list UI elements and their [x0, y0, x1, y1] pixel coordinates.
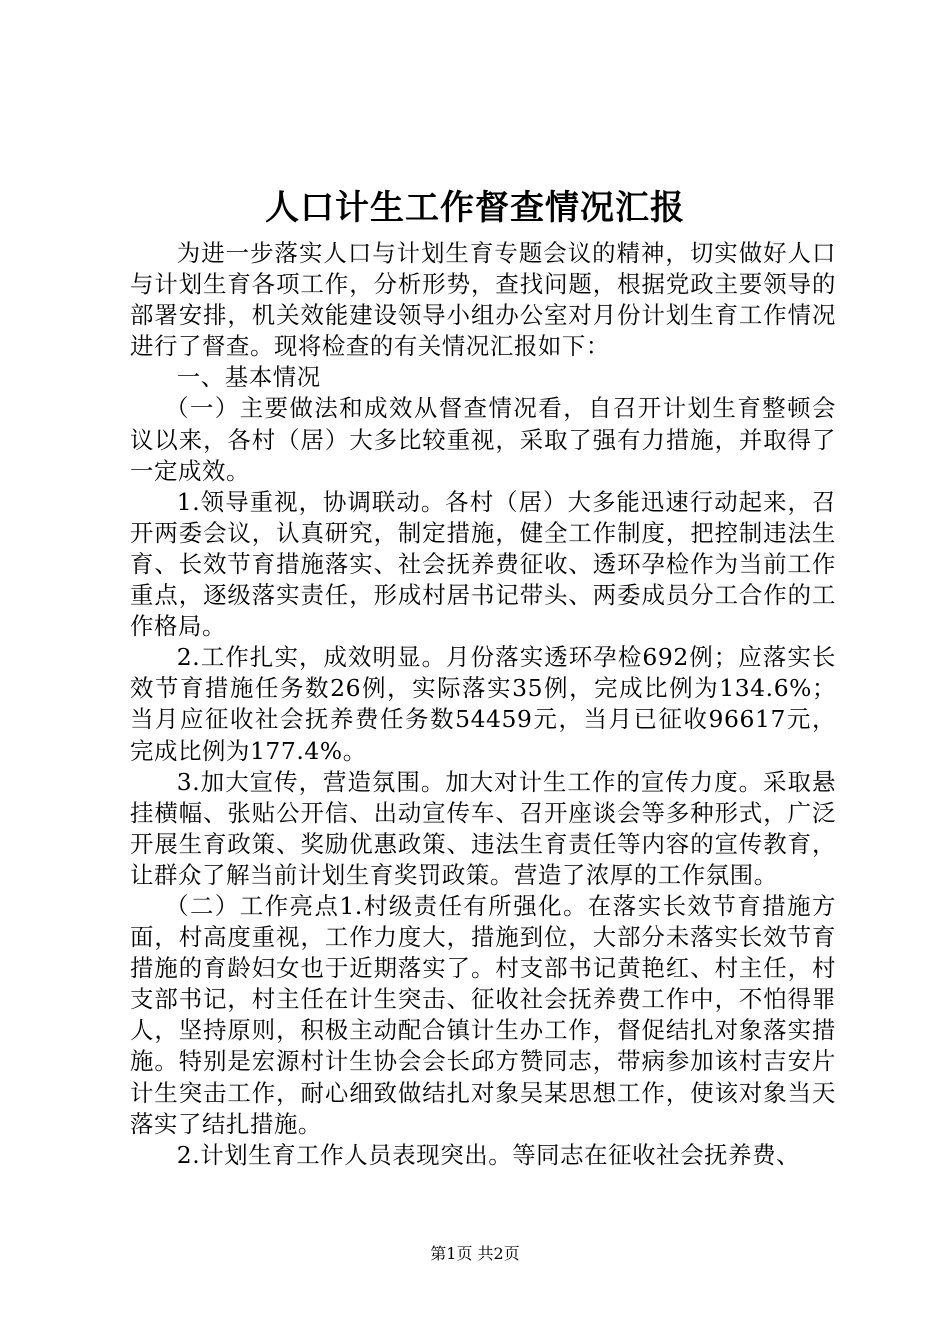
page-number-footer: 第1页 共2页	[430, 1244, 520, 1263]
paragraph-staff-performance: 2.计划生育工作人员表现突出。等同志在征收社会抚养费、	[176, 1140, 801, 1169]
paragraph-measures-results: （一）主要做法和成效从督查情况看，自召开计划生育整顿会议以来，各村（居）大多比较重视，采取了强有力措施，并取得了一定成效。	[130, 394, 836, 485]
paragraph-highlights: （二）工作亮点1.村级责任有所强化。在落实长效节育措施方面，村高度重视，工作力度大，措施到位，大部分未落实长效节育措施的育龄妇女也于近期落实了。村支部书记黄艳红、村主任，村支部书记，村主任在计生突击、征收社会抚养费工作中，不怕得罪人，坚持原则，积极主动配合镇计生办工作，督促结扎对象落实措施。特别是宏源村计生协会会长邱方赞同志，带病参加该村吉安片计生突击工作，耐心细致做结扎对象吴某思想工作，使该对象当天落实了结扎措施。	[130, 891, 836, 1138]
section-heading-basic-situation: 一、基本情况	[176, 363, 321, 392]
paragraph-results-figures: 2.工作扎实，成效明显。月份落实透环孕检692例；应落实长效节育措施任务数26例，实际落实35例，完成比例为134.6%；当月应征收社会抚养费任务数54459元，当月已征收96617元，完成比例为177.4%。	[130, 643, 836, 765]
document-title: 人口计生工作督查情况汇报	[265, 188, 685, 228]
paragraph-leadership: 1.领导重视，协调联动。各村（居）大多能迅速行动起来，召开两委会议，认真研究，制定措施，健全工作制度，把控制违法生育、长效节育措施落实、社会抚养费征收、透环孕检作为当前工作重点，逐级落实责任，形成村居书记带头、两委成员分工合作的工作格局。	[130, 487, 836, 641]
paragraph-intro: 为进一步落实人口与计划生育专题会议的精神，切实做好人口与计划生育各项工作，分析形势，查找问题，根据党政主要领导的部署安排，机关效能建设领导小组办公室对月份计划生育工作情况进行了督查。现将检查的有关情况汇报如下：	[130, 239, 836, 361]
paragraph-publicity: 3.加大宣传，营造氛围。加大对计生工作的宣传力度。采取悬挂横幅、张贴公开信、出动宣传车、召开座谈会等多种形式，广泛开展生育政策、奖励优惠政策、违法生育责任等内容的宣传教育，让群众了解当前计划生育奖罚政策。营造了浓厚的工作氛围。	[130, 767, 836, 889]
document-body	[130, 238, 836, 1171]
